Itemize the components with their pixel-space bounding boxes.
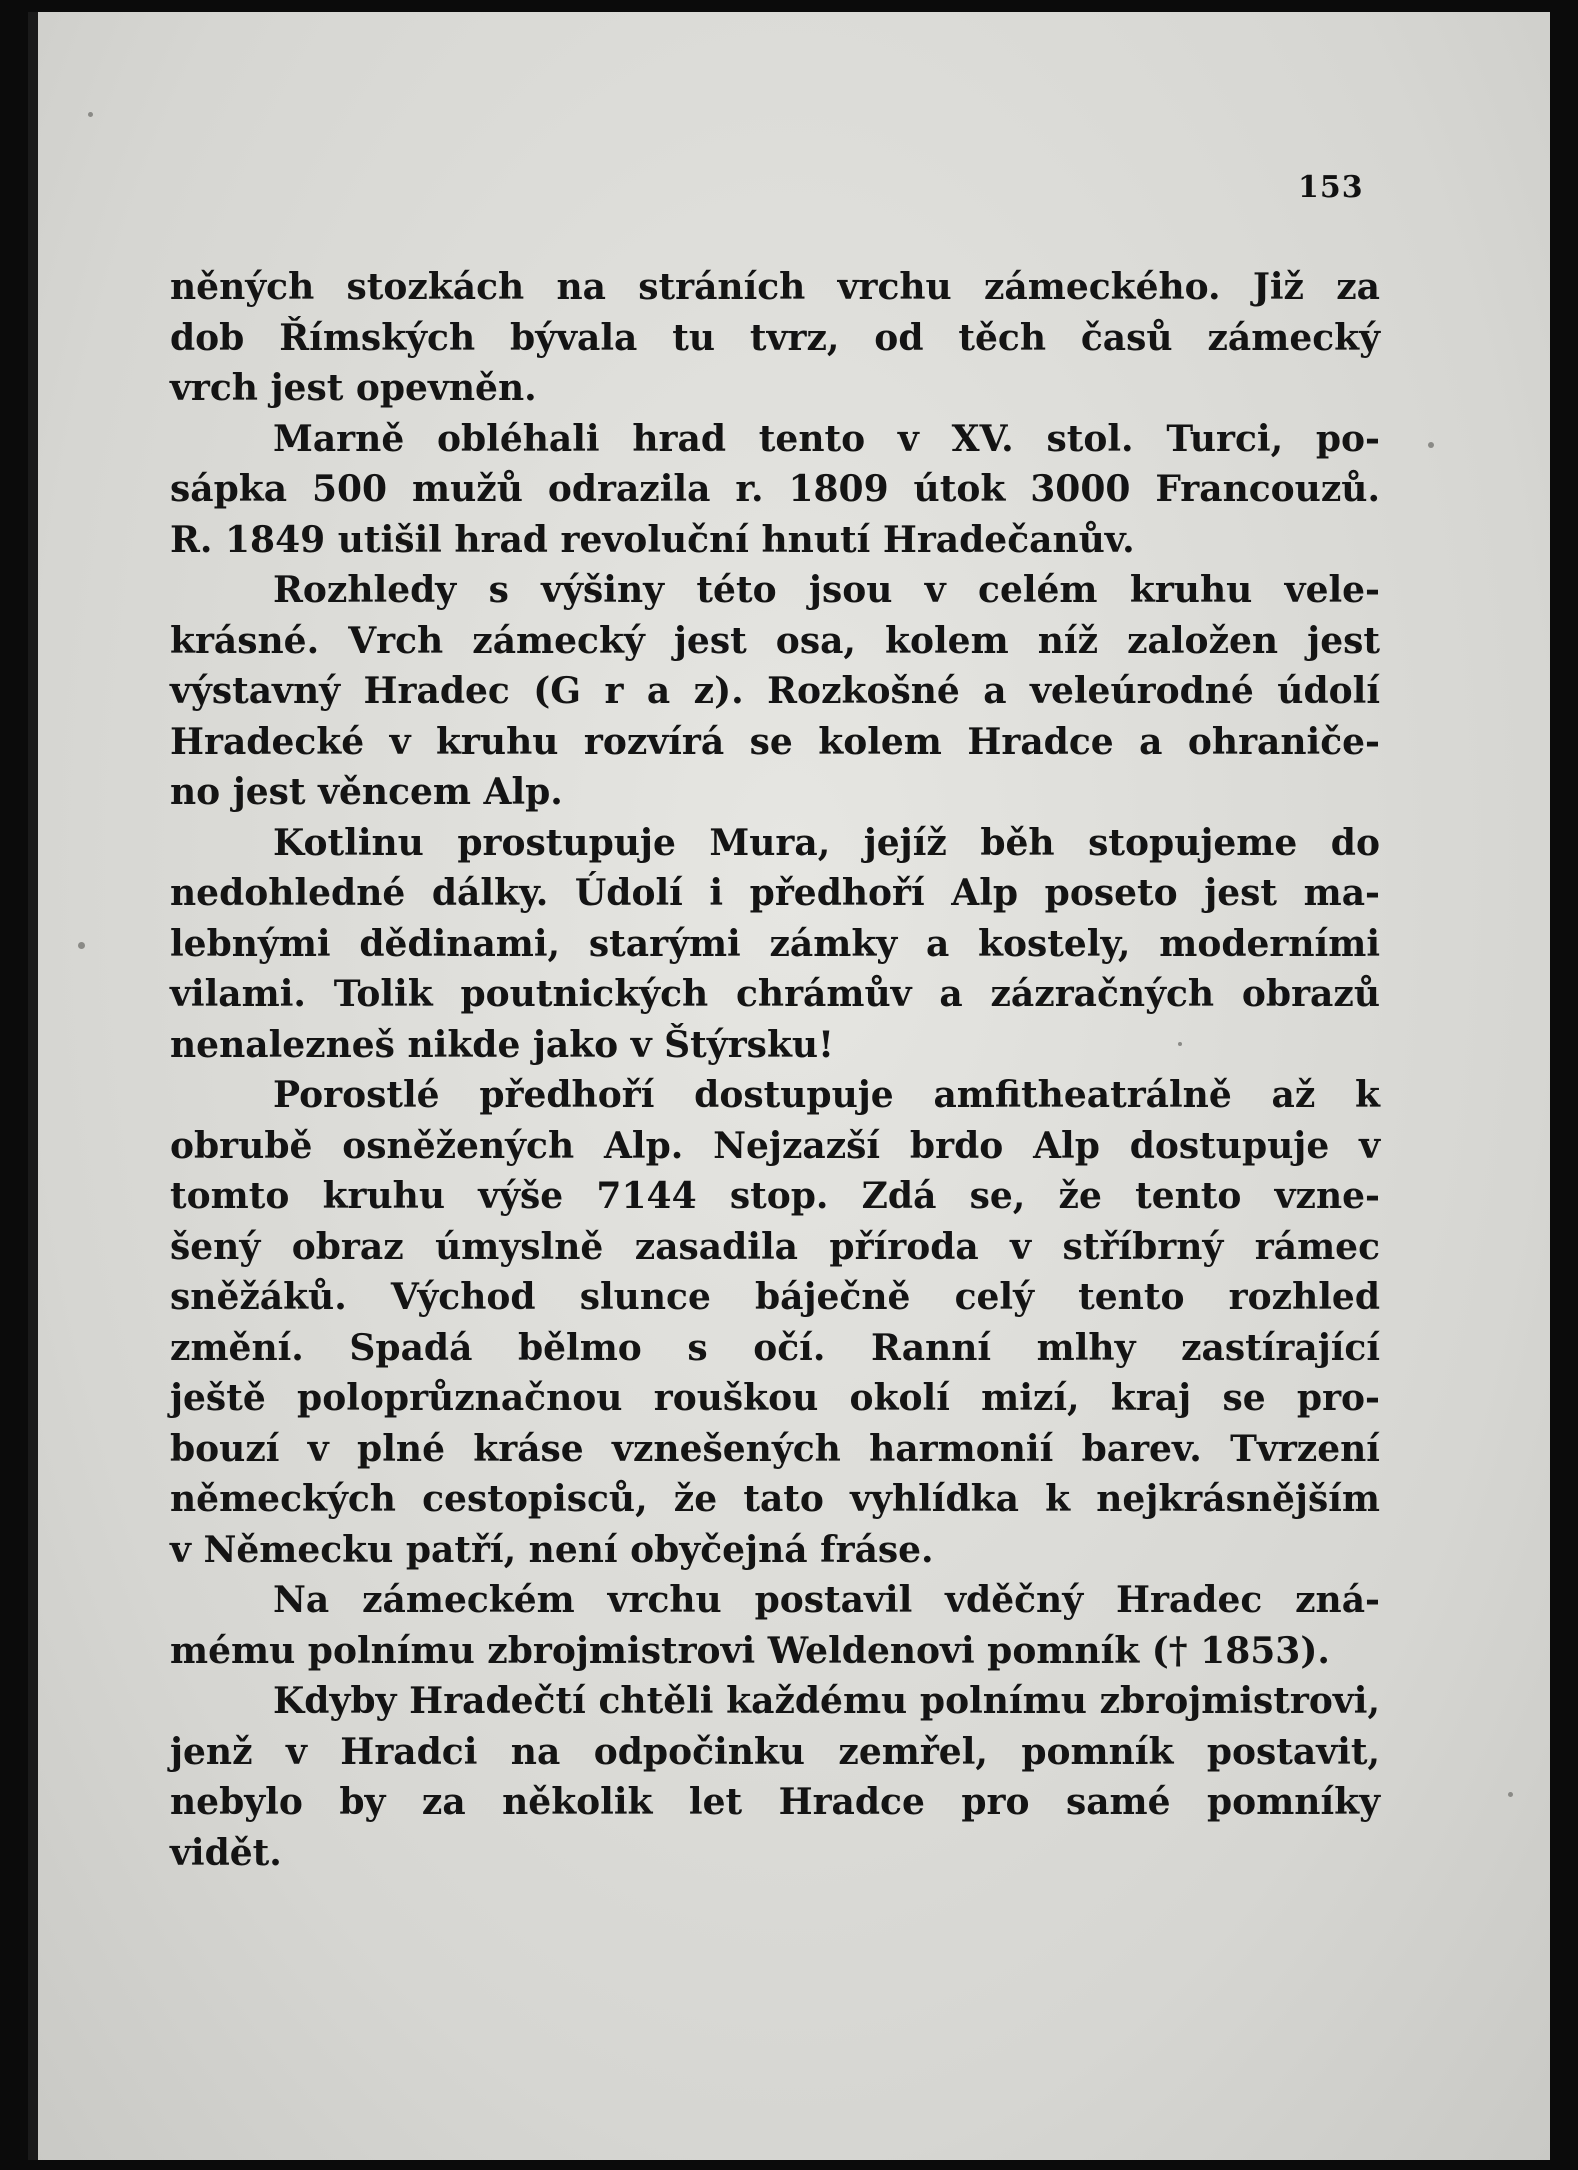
text-line: krásné. Vrch zámecký jest osa, kolem níž založen jest: [170, 619, 1380, 662]
text-line: bouzí v plné kráse vznešených harmonií barev. Tvrzení: [170, 1427, 1380, 1470]
text-line: Kotlinu prostupuje Mura, jejíž běh stopujeme do: [273, 821, 1380, 864]
text-line: výstavný Hradec (G r a z). Rozkošné a veleúrodné údolí: [170, 670, 1380, 712]
text-line: změní. Spadá bělmo s očí. Ranní mlhy zastírající: [170, 1326, 1380, 1369]
text-line: ještě poloprůznačnou rouškou okolí mizí, kraj se pro-: [170, 1377, 1380, 1419]
text-line: sněžáků. Východ slunce báječně celý tento rozhled: [170, 1276, 1380, 1318]
text-line: vrch jest opevněn.: [170, 367, 537, 409]
paper-speck: [1428, 442, 1434, 448]
book-page: [28, 12, 1550, 2160]
text-line: jenž v Hradci na odpočinku zemřel, pomník postavit,: [170, 1730, 1380, 1773]
paper-speck: [78, 942, 85, 949]
text-line: Marně obléhali hrad tento v XV. stol. Turci, po-: [273, 417, 1380, 460]
text-line: Rozhledy s výšiny této jsou v celém kruhu vele-: [273, 569, 1380, 611]
text-line: tomto kruhu výše 7144 stop. Zdá se, že tento vzne-: [170, 1175, 1380, 1217]
text-line: R. 1849 utišil hrad revoluční hnutí Hradečanův.: [170, 518, 1135, 561]
body-text: [170, 262, 1380, 1878]
text-line: německých cestopisců, že tato vyhlídka k nejkrásnějším: [170, 1478, 1380, 1520]
paper-speck: [1178, 1042, 1182, 1046]
text-line: nedohledné dálky. Údolí i předhoří Alp poseto jest ma-: [170, 872, 1380, 914]
text-line: vilami. Tolik poutnických chrámův a zázračných obrazů: [170, 973, 1380, 1015]
text-line: dob Římských bývala tu tvrz, od těch časů zámecký: [170, 316, 1380, 359]
paper-speck: [1508, 1792, 1513, 1797]
text-line: v Německu patří, není obyčejná fráse.: [170, 1528, 934, 1571]
text-line: obrubě osněžených Alp. Nejzazší brdo Alp dostupuje v: [170, 1124, 1380, 1167]
text-line: Hradecké v kruhu rozvírá se kolem Hradce a ohraniče-: [170, 720, 1380, 763]
text-line: mému polnímu zbrojmistrovi Weldenovi pomník († 1853).: [170, 1629, 1330, 1672]
text-line: něných stozkách na stráních vrchu zámeckého. Již za: [170, 266, 1380, 308]
page-gutter: [28, 12, 38, 2160]
text-line: Na zámeckém vrchu postavil vděčný Hradec zná-: [273, 1579, 1380, 1621]
page-number: 153: [1298, 170, 1364, 205]
text-line: lebnými dědinami, starými zámky a kostely, moderními: [170, 922, 1380, 965]
text-line: nenalezneš nikde jako v Štýrsku!: [170, 1023, 834, 1066]
text-line: nebylo by za několik let Hradce pro samé pomníky: [170, 1781, 1380, 1823]
text-line: no jest věncem Alp.: [170, 771, 563, 813]
text-line: Porostlé předhoří dostupuje amfitheatrálně až k: [273, 1074, 1380, 1116]
paper-speck: [88, 112, 93, 117]
text-line: sápka 500 mužů odrazila r. 1809 útok 3000 Francouzů.: [170, 468, 1380, 510]
text-line: vidět.: [170, 1831, 282, 1874]
text-line: Kdyby Hradečtí chtěli každému polnímu zbrojmistrovi,: [273, 1680, 1380, 1722]
text-line: šený obraz úmyslně zasadila příroda v stříbrný rámec: [170, 1225, 1380, 1268]
